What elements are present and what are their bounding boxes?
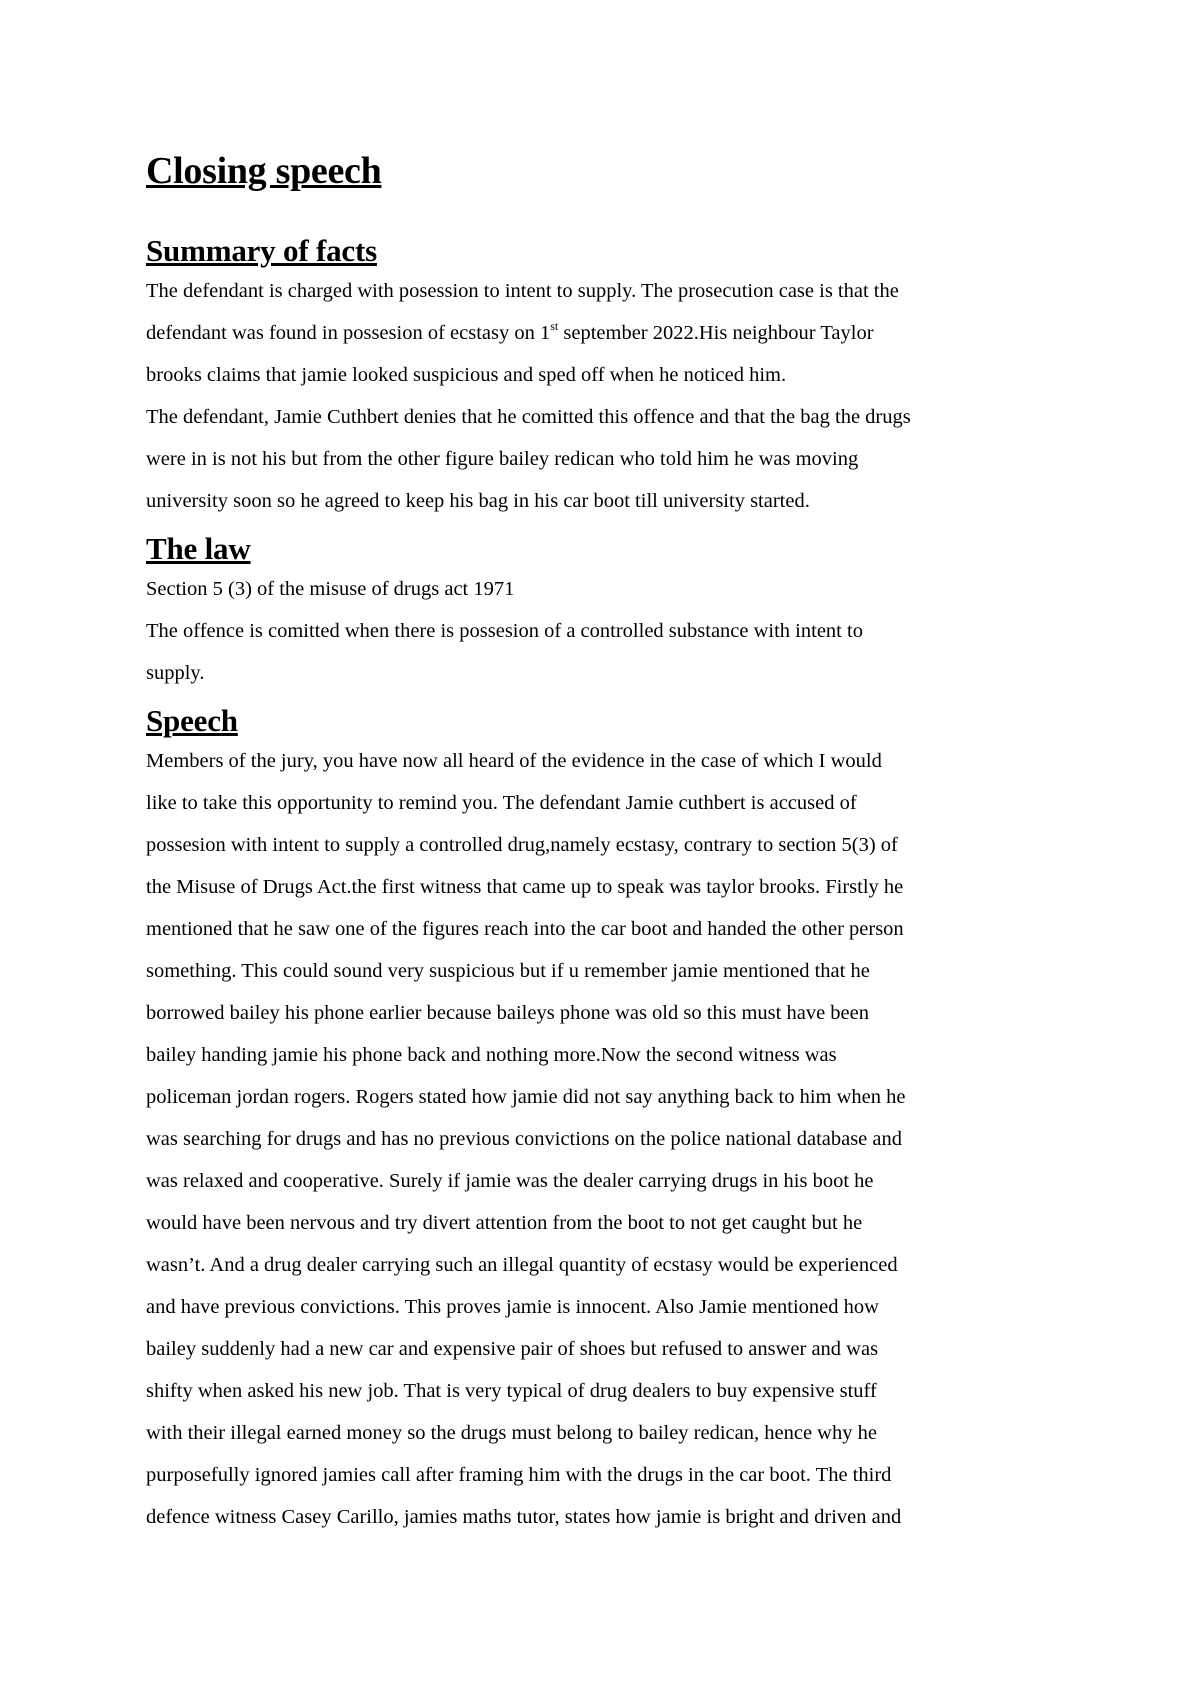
facts-line: were in is not his but from the other figure bailey redican who told him he was moving	[146, 448, 859, 470]
facts-line: The defendant, Jamie Cuthbert denies that he comitted this offence and that the bag the drugs	[146, 406, 911, 428]
speech-line: like to take this opportunity to remind you. The defendant Jamie cuthbert is accused of	[146, 792, 857, 814]
speech-line: was relaxed and cooperative. Surely if jamie was the dealer carrying drugs in his boot he	[146, 1170, 874, 1192]
section-summary-of-facts	[146, 232, 1076, 522]
speech-line: bailey handing jamie his phone back and nothing more.Now the second witness was	[146, 1044, 837, 1066]
speech-line: with their illegal earned money so the drugs must belong to bailey redican, hence why he	[146, 1422, 877, 1444]
speech-line: bailey suddenly had a new car and expensive pair of shoes but refused to answer and was	[146, 1338, 879, 1360]
document-body	[146, 148, 1076, 1546]
speech-line: and have previous convictions. This proves jamie is innocent. Also Jamie mentioned how	[146, 1296, 879, 1318]
ordinal-suffix: st	[550, 319, 559, 333]
facts-line: university soon so he agreed to keep his bag in his car boot till university started.	[146, 490, 810, 512]
speech-line: something. This could sound very suspicious but if u remember jamie mentioned that he	[146, 960, 870, 982]
facts-line: brooks claims that jamie looked suspicious and sped off when he noticed him.	[146, 364, 787, 386]
law-line: supply.	[146, 662, 205, 684]
section-heading-the-law: The law	[146, 531, 251, 566]
speech-line: mentioned that he saw one of the figures reach into the car boot and handed the other person	[146, 918, 904, 940]
speech-line: defence witness Casey Carillo, jamies maths tutor, states how jamie is bright and driven and	[146, 1506, 902, 1528]
section-speech	[146, 702, 1076, 1538]
speech-line: possesion with intent to supply a controlled drug,namely ecstasy, contrary to section 5(3) of	[146, 834, 898, 856]
speech-line: Members of the jury, you have now all heard of the evidence in the case of which I would	[146, 750, 882, 772]
speech-line: would have been nervous and try divert attention from the boot to not get caught but he	[146, 1212, 863, 1234]
document-title: Closing speech	[146, 150, 382, 192]
facts-line-text: defendant was found in possesion of ecstasy on 1	[146, 322, 551, 344]
law-line: The offence is comitted when there is possesion of a controlled substance with intent to	[146, 620, 863, 642]
law-paragraph	[146, 568, 1076, 694]
speech-line: borrowed bailey his phone earlier because baileys phone was old so this must have been	[146, 1002, 869, 1024]
facts-line-text-tail: september 2022.His neighbour Taylor	[558, 322, 874, 344]
speech-line: purposefully ignored jamies call after framing him with the drugs in the car boot. The third	[146, 1464, 892, 1486]
facts-line: The defendant is charged with posession to intent to supply. The prosecution case is that the	[146, 280, 899, 302]
speech-line: shifty when asked his new job. That is very typical of drug dealers to buy expensive stuff	[146, 1380, 877, 1402]
speech-line: the Misuse of Drugs Act.the first witness that came up to speak was taylor brooks. Firstly he	[146, 876, 904, 898]
section-the-law	[146, 530, 1076, 694]
speech-line: was searching for drugs and has no previous convictions on the police national database and	[146, 1128, 903, 1150]
speech-line: wasn’t. And a drug dealer carrying such an illegal quantity of ecstasy would be experienced	[146, 1254, 898, 1276]
speech-line: policeman jordan rogers. Rogers stated how jamie did not say anything back to him when he	[146, 1086, 906, 1108]
section-heading-speech: Speech	[146, 703, 238, 738]
facts-line-with-date	[146, 312, 1076, 354]
section-heading-summary-of-facts: Summary of facts	[146, 233, 377, 268]
law-line: Section 5 (3) of the misuse of drugs act 1971	[146, 578, 515, 600]
speech-paragraph	[146, 740, 1076, 1538]
facts-paragraph	[146, 270, 1076, 522]
